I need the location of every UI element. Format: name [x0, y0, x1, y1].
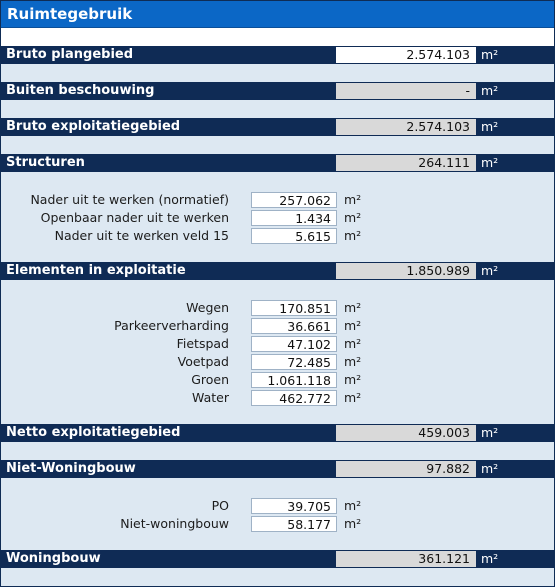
- bruto-plangebied-label: Bruto plangebied: [6, 47, 134, 62]
- elementen-item-row: [1, 317, 554, 335]
- item-label: PO: [211, 498, 229, 513]
- sheet-title: Ruimtegebruik: [1, 1, 554, 28]
- item-label: Wegen: [186, 300, 229, 315]
- bruto-exploitatiegebied-row: [1, 118, 554, 136]
- unit-label: m²: [481, 425, 499, 440]
- unit-label: m²: [481, 461, 499, 476]
- item-label: Water: [192, 390, 229, 405]
- structuren-value: 264.111: [336, 155, 476, 171]
- niet-woningbouw-row: [1, 460, 554, 478]
- unit-label: m²: [344, 372, 362, 387]
- woningbouw-value: 361.121: [336, 551, 476, 567]
- elementen-item-row: [1, 299, 554, 317]
- elementen-item-row: [1, 335, 554, 353]
- bruto-exploitatiegebied-value: 2.574.103: [336, 119, 476, 135]
- structuren-item-row: [1, 227, 554, 245]
- unit-label: m²: [344, 210, 362, 225]
- buiten-beschouwing-value: -: [336, 83, 476, 99]
- niet-woningbouw-item-row: [1, 497, 554, 515]
- spacer: [1, 28, 554, 46]
- elementen-item-row: [1, 371, 554, 389]
- elementen-value: 1.850.989: [336, 263, 476, 279]
- bruto-exploitatiegebied-label: Bruto exploitatiegebied: [6, 119, 181, 134]
- unit-label: m²: [344, 318, 362, 333]
- elementen-item-row: [1, 353, 554, 371]
- elementen-label: Elementen in exploitatie: [6, 263, 186, 278]
- unit-label: m²: [481, 119, 499, 134]
- item-input[interactable]: 72.485: [251, 354, 337, 370]
- unit-label: m²: [481, 263, 499, 278]
- item-input[interactable]: 47.102: [251, 336, 337, 352]
- buiten-beschouwing-row: [1, 82, 554, 100]
- unit-label: m²: [344, 192, 362, 207]
- unit-label: m²: [344, 228, 362, 243]
- item-input[interactable]: 5.615: [251, 228, 337, 244]
- item-label: Openbaar nader uit te werken: [40, 210, 229, 225]
- item-label: Niet-woningbouw: [120, 516, 229, 531]
- niet-woningbouw-value: 97.882: [336, 461, 476, 477]
- item-label: Groen: [191, 372, 229, 387]
- niet-woningbouw-item-row: [1, 515, 554, 533]
- item-label: Voetpad: [177, 354, 229, 369]
- structuren-row: [1, 154, 554, 172]
- unit-label: m²: [481, 155, 499, 170]
- unit-label: m²: [481, 551, 499, 566]
- item-input[interactable]: 1.061.118: [251, 372, 337, 388]
- structuren-label: Structuren: [6, 155, 85, 170]
- elementen-row: [1, 262, 554, 280]
- netto-exploitatiegebied-label: Netto exploitatiegebied: [6, 425, 181, 440]
- structuren-item-row: [1, 209, 554, 227]
- item-label: Parkeerverharding: [114, 318, 229, 333]
- item-input[interactable]: 39.705: [251, 498, 337, 514]
- niet-woningbouw-label: Niet-Woningbouw: [6, 461, 136, 476]
- unit-label: m²: [344, 336, 362, 351]
- item-input[interactable]: 257.062: [251, 192, 337, 208]
- item-label: Nader uit te werken (normatief): [30, 192, 229, 207]
- item-input[interactable]: 1.434: [251, 210, 337, 226]
- netto-exploitatiegebied-row: [1, 424, 554, 442]
- woningbouw-row: [1, 550, 554, 568]
- item-input[interactable]: 58.177: [251, 516, 337, 532]
- unit-label: m²: [344, 390, 362, 405]
- unit-label: m²: [344, 498, 362, 513]
- unit-label: m²: [344, 516, 362, 531]
- unit-label: m²: [344, 300, 362, 315]
- unit-label: m²: [481, 83, 499, 98]
- item-input[interactable]: 36.661: [251, 318, 337, 334]
- bruto-plangebied-input[interactable]: 2.574.103: [336, 47, 476, 63]
- structuren-item-row: [1, 191, 554, 209]
- woningbouw-label: Woningbouw: [6, 551, 101, 566]
- item-input[interactable]: 170.851: [251, 300, 337, 316]
- elementen-item-row: [1, 389, 554, 407]
- bruto-plangebied-row: [1, 46, 554, 64]
- unit-label: m²: [481, 47, 499, 62]
- buiten-beschouwing-label: Buiten beschouwing: [6, 83, 155, 98]
- item-input[interactable]: 462.772: [251, 390, 337, 406]
- netto-exploitatiegebied-value: 459.003: [336, 425, 476, 441]
- unit-label: m²: [344, 354, 362, 369]
- item-label: Fietspad: [176, 336, 229, 351]
- item-label: Nader uit te werken veld 15: [54, 228, 229, 243]
